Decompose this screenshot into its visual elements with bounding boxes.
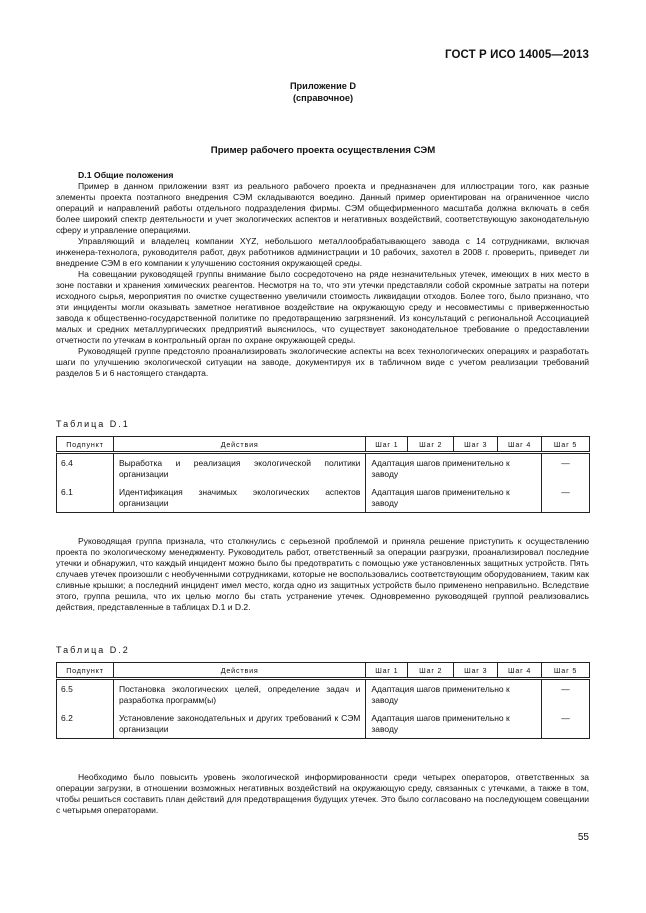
table-row [57,453,590,484]
column-header: Шаг 3 [454,437,498,453]
column-header: Шаг 1 [366,437,408,453]
page-number: 55 [577,832,589,843]
table-caption: Таблица D.2 [56,645,130,655]
paragraph: Руководящая группа признала, что столкнулись с серьезной проблемой и приняла решение приступить к осуществлению проекта по экологическому менеджменту. Руководитель работ, ответственный за операции разгрузки, проанализировал последние утечки и обнаружил, что каждый инцидент можно было бы предотвратить с помощью уже установленных защитных устройств. Пять случаев утечек произошли с необученными сотрудниками, которые не воспользовались соответствующим оборудованием, таким как сливные крышки; а последний инцидент имел место, когда одно из защитных устройств было применено неправильно. Вследствие этого, группа решила, что их целью могло бы стать устранение утечек. Одновременно руководящей группой реализовались действия, представленные в таблицах D.1 и D.2. [56,536,589,612]
table-d1 [56,436,590,513]
table-caption: Таблица D.1 [56,419,130,429]
table-header-row [57,437,590,453]
subclause-cell: 6.5 [57,679,114,710]
paragraph: Необходимо было повысить уровень экологической информированности среди четырех операторов, ответственных за операции загрузки, в отношении возможных негативных воздействий на окружающую среду, связанных с утечками, а также в том, чтобы решиться составить план действий для предотвращения будущих утечек. Это было согласовано на последующем совещании с четырьмя операторами. [56,772,589,815]
subclause-cell: 6.1 [57,483,114,513]
step5-cell: — [542,709,590,739]
standard-header: ГОСТ Р ИСО 14005—2013 [444,49,589,61]
column-header: Подпункт [57,663,114,679]
steps-cell: Адаптация шагов применительно к заводу [366,679,542,710]
subclause-cell: 6.2 [57,709,114,739]
column-header: Шаг 5 [542,663,590,679]
table-row [57,709,590,739]
paragraph: Пример в данном приложении взят из реального рабочего проекта и предназначен для иллюстрации того, как разные элементы проекта поэтапного внедрения СЭМ складываются воедино. Данный пример ориентирован на ограниченное число операций и направлений работы отдельного подразделения фирмы. СЭМ общефирменного масштаба должна включать в себя более широкий спектр деятельности и учет экологических аспектов и негативных воздействий, соответствующую законодательную сферу и управление операциями. [56,181,589,235]
subclause-cell: 6.4 [57,453,114,484]
paragraph: Управляющий и владелец компании XYZ, небольшого металлообрабатывающего завода с 14 сотрудниками, включая инженера-технолога, руководителя работ, двух работников администрации и 10 рабочих, захотел в 2008 г. проверить, приведет ли внедрение СЭМ в его компании к улучшению состояния окружающей среды. [56,236,589,268]
paragraph: На совещании руководящей группы внимание было сосредоточено на ряде незначительных утечек, имеющих в них место в зоне поставки и хранения химических реагентов. Несмотря на то, что эти утечки представляли собой скромные затраты на потери исходного сырья, мероприятия по очистке существенно увеличили стоимость ликвидации отходов. Более того, было признано, что эти инциденты могли оказывать заметное негативное воздействие на окружающую среду и несовместимы с приверженностью завода к общественно-государственной политике по предотвращению загрязнений. Из консультаций с региональной Ассоциацией малых и средних металлургических предприятий выяснилось, что существует законодательное требование о предоставлении отчетности по утечкам в контрольный орган по охране окружающей среды. [56,269,589,345]
step5-cell: — [542,453,590,484]
steps-cell: Адаптация шагов применительно к заводу [366,453,542,484]
table-row [57,483,590,513]
step5-cell: — [542,483,590,513]
column-header: Шаг 1 [366,663,408,679]
column-header: Действия [113,437,365,453]
body-text-block-3 [56,772,589,816]
steps-cell: Адаптация шагов применительно к заводу [366,483,542,513]
action-cell: Установление законодательных и других требований к СЭМ организации [113,709,365,739]
column-header: Действия [113,663,365,679]
column-header: Шаг 4 [498,663,542,679]
column-header: Шаг 4 [498,437,542,453]
column-header: Шаг 2 [408,437,454,453]
section-heading: D.1 Общие положения [78,170,174,180]
main-title: Пример рабочего проекта осуществления СЭМ [210,145,436,156]
column-header: Шаг 2 [408,663,454,679]
body-text-block-1 [56,170,589,379]
action-cell: Выработка и реализация экологической политики организации [113,453,365,484]
action-cell: Постановка экологических целей, определение задач и разработка программ(ы) [113,679,365,710]
table-row [57,679,590,710]
action-cell: Идентификация значимых экологических аспектов организации [113,483,365,513]
table-header-row [57,663,590,679]
column-header: Шаг 5 [542,437,590,453]
annex-type: (справочное) [292,93,353,103]
step5-cell: — [542,679,590,710]
body-text-block-2 [56,536,589,613]
annex-title: Приложение D [289,81,357,91]
steps-cell: Адаптация шагов применительно к заводу [366,709,542,739]
column-header: Подпункт [57,437,114,453]
column-header: Шаг 3 [454,663,498,679]
table-d2 [56,662,590,739]
paragraph: Руководящей группе предстояло проанализировать экологические аспекты на всех технологических операциях и разработать шаги по улучшению экологической ситуации на заводе, документируя их в табличном виде с учетом реализации требований разделов 5 и 6 настоящего стандарта. [56,346,589,378]
